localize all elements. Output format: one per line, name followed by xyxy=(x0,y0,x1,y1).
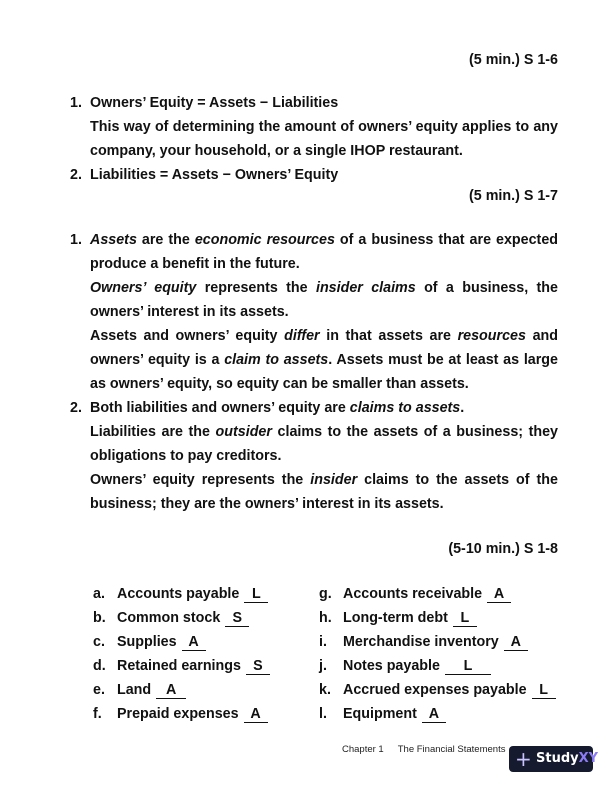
item-label: Retained earnings S xyxy=(117,654,270,678)
item-label: Prepaid expenses A xyxy=(117,702,268,726)
text-line xyxy=(70,139,558,163)
classification-item xyxy=(319,654,539,678)
emphasized-text: resources xyxy=(457,328,526,344)
classification-item xyxy=(93,630,313,654)
emphasized-text: claim to assets xyxy=(224,352,329,368)
item-number: 2. xyxy=(70,167,82,183)
item-letter: e. xyxy=(93,682,105,698)
text-segment: Assets and owners’ equity xyxy=(90,328,285,344)
text-segment: Owners’ Equity = Assets − Liabilities xyxy=(90,95,339,111)
exercise-s1-7-body xyxy=(70,228,558,516)
item-label: Equipment A xyxy=(343,702,446,726)
emphasized-text: Assets xyxy=(90,232,137,248)
text-segment: . Assets must be at least as large xyxy=(328,352,558,368)
text-line xyxy=(70,91,558,115)
item-letter: f. xyxy=(93,706,102,722)
classification-item xyxy=(319,582,539,606)
answer-blank: A xyxy=(244,707,268,723)
text-segment: produce a benefit in the future. xyxy=(90,256,300,272)
item-label: Accounts payable L xyxy=(117,582,268,606)
item-letter: b. xyxy=(93,610,106,626)
text-line xyxy=(70,163,558,187)
text-line xyxy=(70,276,558,300)
answer-blank: A xyxy=(156,683,186,699)
item-label: Notes payable L xyxy=(343,654,491,678)
footer-title: The Financial Statements xyxy=(397,744,506,755)
classification-item xyxy=(319,702,539,726)
text-line xyxy=(70,115,558,139)
text-segment: This way of determining the amount of owners’ equity applies to any xyxy=(90,119,558,135)
text-segment: and xyxy=(525,328,558,344)
item-label: Long-term debt L xyxy=(343,606,477,630)
exercise-s1-6-body xyxy=(70,91,558,187)
text-segment: of a business that are expected xyxy=(339,232,558,248)
answer-blank: S xyxy=(225,611,249,627)
answer-blank: A xyxy=(422,707,446,723)
item-letter: d. xyxy=(93,658,106,674)
text-line xyxy=(70,324,558,348)
emphasized-text: differ xyxy=(284,328,320,344)
item-letter: i. xyxy=(319,634,327,650)
studyxy-logo xyxy=(509,746,599,772)
text-segment: in that assets are xyxy=(319,328,458,344)
text-line xyxy=(70,372,558,396)
text-segment: are the xyxy=(136,232,195,248)
answer-blank: A xyxy=(504,635,528,651)
text-segment: Liabilities = Assets − Owners’ Equity xyxy=(90,167,339,183)
text-segment: claims to the assets of a business; they xyxy=(277,424,558,440)
text-segment: owners’ equity is a xyxy=(90,352,225,368)
item-label: Supplies A xyxy=(117,630,206,654)
item-label: Land A xyxy=(117,678,186,702)
item-letter: l. xyxy=(319,706,327,722)
text-segment: of a business, the xyxy=(415,280,558,296)
emphasized-text: Owners’ equity xyxy=(90,280,197,296)
emphasized-text: insider xyxy=(310,472,358,488)
text-line xyxy=(70,444,558,468)
classification-item xyxy=(93,678,313,702)
text-segment: represents the xyxy=(196,280,316,296)
item-label: Merchandise inventory A xyxy=(343,630,528,654)
classification-item xyxy=(319,630,539,654)
item-letter: a. xyxy=(93,586,105,602)
classification-item xyxy=(319,606,539,630)
exercise-header-s1-6: (5 min.) S 1-6 xyxy=(469,52,558,68)
text-segment: business; they are the owners’ interest in its assets. xyxy=(90,496,444,512)
classification-column-right xyxy=(319,582,548,726)
item-letter: j. xyxy=(319,658,327,674)
text-line xyxy=(70,252,558,276)
item-letter: h. xyxy=(319,610,332,626)
item-number: 1. xyxy=(70,95,82,111)
item-label: Accrued expenses payable L xyxy=(343,678,556,702)
text-segment: as owners’ equity, so equity can be smaller than assets. xyxy=(90,376,469,392)
answer-blank: L xyxy=(244,587,268,603)
answer-blank: S xyxy=(246,659,270,675)
text-line xyxy=(70,396,558,420)
classification-item xyxy=(93,606,313,630)
answer-blank: L xyxy=(445,659,491,675)
classification-item xyxy=(93,702,313,726)
emphasized-text: claims to assets xyxy=(349,400,461,416)
classification-item xyxy=(319,678,548,702)
text-segment: Owners’ equity represents the xyxy=(90,472,311,488)
text-segment: Liabilities are the xyxy=(90,424,216,440)
item-number: 1. xyxy=(70,232,82,248)
item-letter: c. xyxy=(93,634,105,650)
text-line xyxy=(70,300,558,324)
emphasized-text: economic resources xyxy=(194,232,335,248)
answer-blank: A xyxy=(182,635,206,651)
exercise-header-s1-7: (5 min.) S 1-7 xyxy=(469,188,558,204)
item-letter: g. xyxy=(319,586,332,602)
answer-blank: L xyxy=(532,683,556,699)
page-footer xyxy=(342,744,519,755)
text-segment: obligations to pay creditors. xyxy=(90,448,282,464)
text-line xyxy=(70,420,558,444)
plus-icon: + xyxy=(515,747,532,771)
text-line xyxy=(70,492,558,516)
item-number: 2. xyxy=(70,400,82,416)
exercise-header-s1-8: (5-10 min.) S 1-8 xyxy=(448,541,558,557)
item-label: Common stock S xyxy=(117,606,249,630)
emphasized-text: insider claims xyxy=(315,280,416,296)
emphasized-text: outsider xyxy=(215,424,272,440)
footer-chapter: Chapter 1 xyxy=(342,744,384,755)
text-segment: company, your household, or a single IHOP restaurant. xyxy=(90,143,463,159)
text-segment: . xyxy=(460,400,465,416)
text-segment: owners’ interest in its assets. xyxy=(90,304,289,320)
logo-wordmark: StudyXY xyxy=(536,751,599,766)
item-letter: k. xyxy=(319,682,331,698)
classification-item xyxy=(93,582,313,606)
text-segment: Both liabilities and owners’ equity are xyxy=(90,400,350,416)
answer-blank: L xyxy=(453,611,477,627)
text-segment: claims to the assets of the xyxy=(357,472,558,488)
item-label: Accounts receivable A xyxy=(343,582,511,606)
classification-column-left xyxy=(93,582,313,726)
text-line xyxy=(70,468,558,492)
text-line xyxy=(70,228,558,252)
text-line xyxy=(70,348,558,372)
answer-blank: A xyxy=(487,587,511,603)
classification-item xyxy=(93,654,313,678)
